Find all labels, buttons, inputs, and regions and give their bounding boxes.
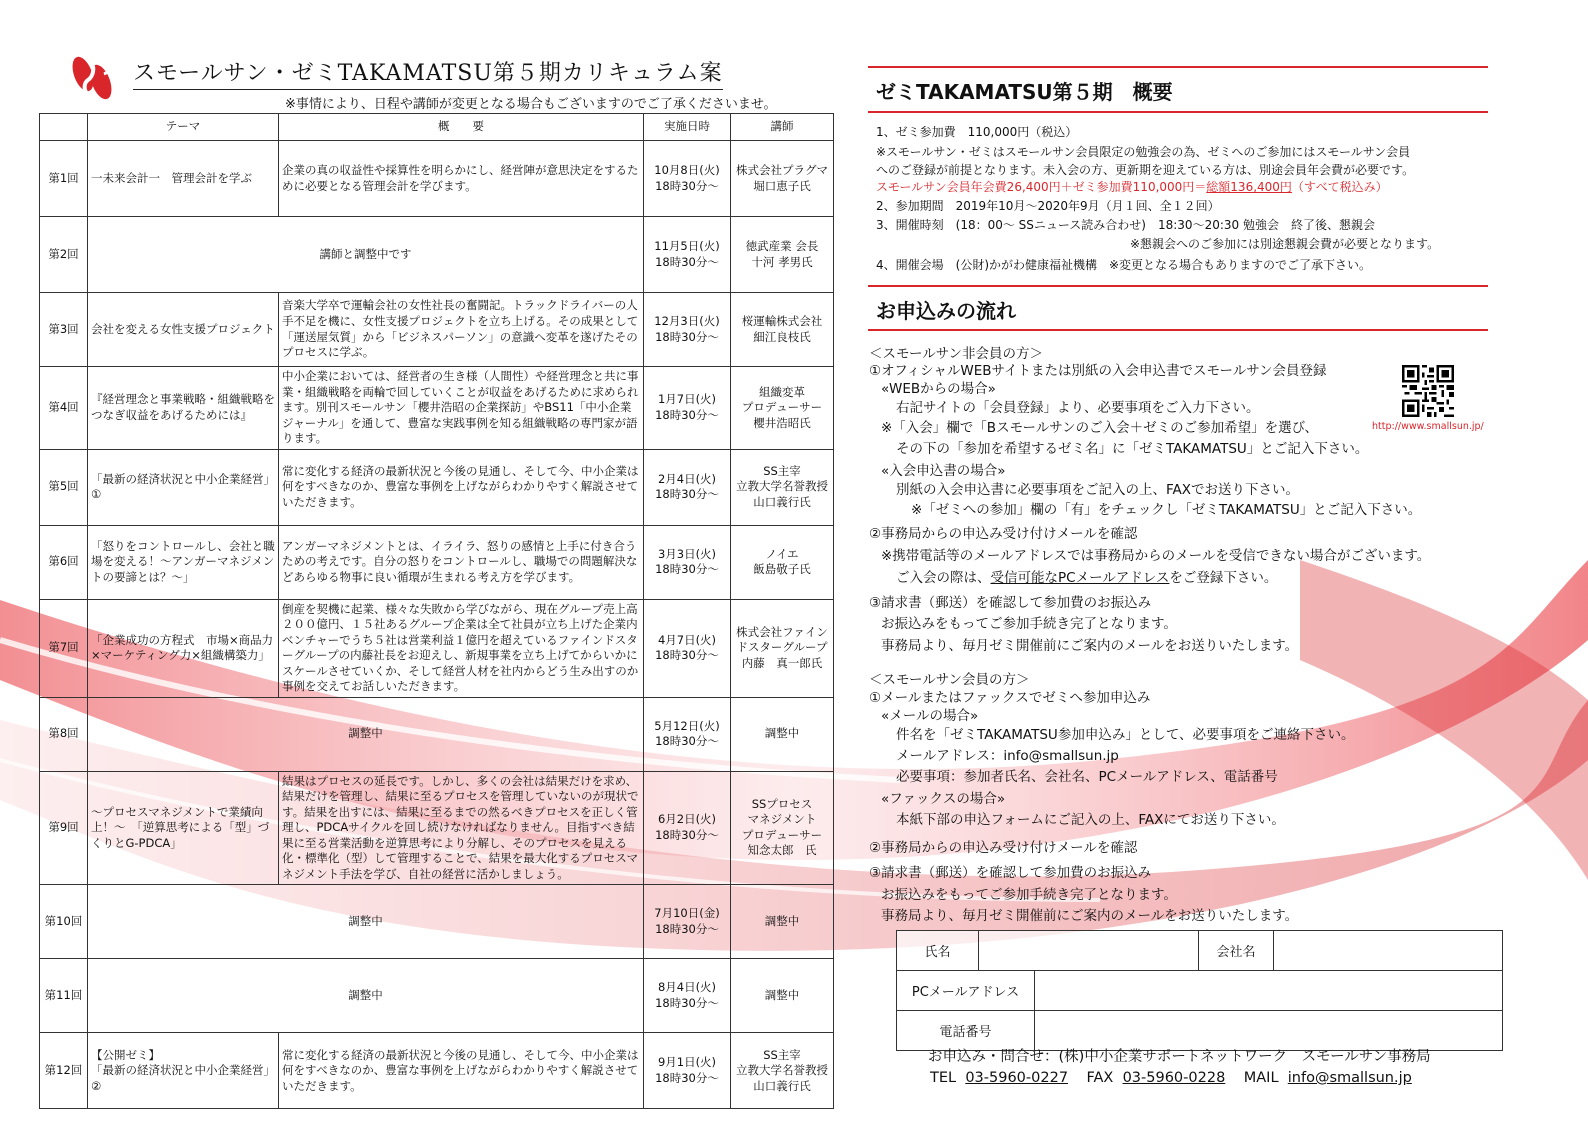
session-lecturer: SS主宰 立教大学名誉教授 山口義行氏 xyxy=(731,449,834,525)
session-status: 調整中 xyxy=(88,697,644,771)
session-date xyxy=(644,367,731,450)
phone-label: 電話番号 xyxy=(897,1011,1035,1051)
session-date-time: 18時30分～ xyxy=(655,648,719,663)
table-row xyxy=(40,959,834,1033)
contact-info xyxy=(928,1047,1431,1089)
session-date xyxy=(644,771,731,885)
mail-address-link[interactable]: info@smallsun.jp xyxy=(1287,1070,1412,1086)
member-fax-label: «ファックスの場合» xyxy=(881,791,1006,807)
session-number: 第2回 xyxy=(40,217,88,293)
overview-heading: ゼミTAKAMATSU第５期 概要 xyxy=(876,80,1173,104)
nonmember-step2-email: ご入会の際は、受信可能なPCメールアドレスをご登録下さい。 xyxy=(896,570,1278,586)
smallsun-url-link[interactable]: http://www.smallsun.jp/ xyxy=(1372,421,1484,432)
smallsun-logo xyxy=(66,50,122,106)
company-field[interactable] xyxy=(1274,931,1503,971)
session-date xyxy=(644,885,731,959)
session-number: 第6回 xyxy=(40,525,88,599)
session-lecturer: 株式会社ファインドスターグループ 内藤 真一郎氏 xyxy=(731,599,834,697)
session-lecturer: ノイエ 飯島敬子氏 xyxy=(731,525,834,599)
session-theme: 【公開ゼミ】 「最新の経済状況と中小企業経営」② xyxy=(88,1033,279,1109)
session-theme: 会社を変える女性支援プロジェクト xyxy=(88,293,279,367)
member-step3: ③請求書（郵送）を確認して参加費のお振込み xyxy=(869,865,1152,881)
session-date-time: 18時30分～ xyxy=(655,407,719,422)
session-summary: 常に変化する経済の最新状況と今後の見通し、そして今、中小企業は何をすべきなのか、豊富な事例を上げながらわかりやすく解説させていただきます。 xyxy=(279,1033,644,1109)
email-label: PCメールアドレス xyxy=(897,971,1035,1011)
table-row xyxy=(40,217,834,293)
session-date-day: 12月3日(火) xyxy=(654,313,720,328)
company-label: 会社名 xyxy=(1199,931,1274,971)
session-date-day: 8月4日(火) xyxy=(657,980,717,995)
nonmember-section-title: ＜スモールサン非会員の方＞ xyxy=(869,346,1044,362)
session-date-time: 18時30分～ xyxy=(655,487,719,502)
table-row xyxy=(40,449,834,525)
session-summary: 音楽大学卒で運輸会社の女性社長の奮闘記。トラックドライバーの人手不足を機に、女性支援プロジェクトを立ち上げる。その成果として「運送屋気質」から「ビジネスパーソン」の意識へ変革を遂げたそのプロセスに学ぶ。 xyxy=(279,293,644,367)
nonmember-web-note2: その下の「参加を希望するゼミ名」に「ゼミTAKAMATSU」とご記入下さい。 xyxy=(896,441,1369,457)
session-summary: 倒産を契機に起業、様々な失敗から学びながら、現在グループ売上高２００億円、１５社あるグループ企業は全て社員が立ち上げた企業内ベンチャーでうち５社は営業利益１億円を超えているファインドスターグループの内藤社長をお迎えし、新規事業を立ち上げてからいかにスケールさせていくか、そして経営人材を社内からどう生み出すのか事例を交えてお話しいただきます。 xyxy=(279,599,644,697)
member-step1: ①メールまたはファックスでゼミへ参加申込み xyxy=(869,690,1151,706)
overview-party-note: ※懇親会へのご参加には別途懇親会費が必要となります。 xyxy=(1130,237,1440,251)
email-field[interactable] xyxy=(1035,971,1503,1011)
overview-total: スモールサン会員年会費26,400円＋ゼミ参加費110,000円＝総額136,400円（すべて税込み） xyxy=(876,180,1388,194)
nonmember-step3-text2: 事務局より、毎月ゼミ開催前にご案内のメールをお送りいたします。 xyxy=(881,638,1299,654)
member-mail-label: «メールの場合» xyxy=(881,708,979,724)
session-summary: 結果はプロセスの延長です。しかし、多くの会社は結果だけを求め、結果だけを管理し、結果に至るプロセスを管理していないのが現状です。結果を出すには、結果に至るまでの然るべきプロセスを正しく管理し、PDCAサイクルを回し続けなければなりません。目指すべき結果に至る営業活動を逆算思考により分解し、そのプロセスを見える化・標準化（型）して管理することで、結果を最大化するプロセスマネジメント手法を学び、自社の経営に活かしましょう。 xyxy=(279,771,644,885)
flow-heading: お申込みの流れ xyxy=(876,299,1016,323)
session-theme: 「企業成功の方程式 市場×商品力×マーケティング力×組織構築力」 xyxy=(88,599,279,697)
session-date-day: 7月10日(金) xyxy=(654,906,720,921)
tel-number[interactable]: 03-5960-0227 xyxy=(965,1070,1069,1086)
session-date-time: 18時30分～ xyxy=(655,995,719,1010)
name-label: 氏名 xyxy=(897,931,979,971)
session-date xyxy=(644,525,731,599)
overview-note-1: ※スモールサン・ゼミはスモールサン会員限定の勉強会の為、ゼミへのご参加にはスモールサン会員 xyxy=(876,145,1411,159)
session-summary: アンガーマネジメントとは、イライラ、怒りの感情と上手に付き合うための考えです。自分の怒りをコントロールし、職場での問題解決などあらゆる物事に良い循環が生まれる考え方を学びます。 xyxy=(279,525,644,599)
session-theme: ～プロセスマネジメントで業績向上！～ 「逆算思考による「型」づくりとG-PDCA」 xyxy=(88,771,279,885)
table-row xyxy=(40,885,834,959)
member-mail-address: メールアドレス：info@smallsun.jp xyxy=(896,748,1119,764)
session-date xyxy=(644,449,731,525)
flow-top-rule xyxy=(868,285,1488,287)
session-date-day: 3月3日(火) xyxy=(657,546,717,561)
overview-note-2: へのご登録が前提となります。未入会の方、更新期を迎えている方は、別途会員年会費が必要です。 xyxy=(876,163,1415,177)
session-date xyxy=(644,1033,731,1109)
session-theme: 「最新の経済状況と中小企業経営」① xyxy=(88,449,279,525)
session-number: 第9回 xyxy=(40,771,88,885)
session-lecturer: 株式会社プラグマ 堀口恵子氏 xyxy=(731,141,834,217)
session-date-time: 18時30分～ xyxy=(655,178,719,193)
session-lecturer: 徳武産業 会長 十河 孝男氏 xyxy=(731,217,834,293)
table-row xyxy=(40,771,834,885)
session-number: 第7回 xyxy=(40,599,88,697)
session-theme: 「怒りをコントロールし、会社と職場を変える！～アンガーマネジメントの要諦とは？～」 xyxy=(88,525,279,599)
application-form xyxy=(896,930,1503,1051)
flow-bottom-rule xyxy=(868,329,1488,331)
session-number: 第10回 xyxy=(40,885,88,959)
session-number: 第11回 xyxy=(40,959,88,1033)
document-title: スモールサン・ゼミTAKAMATSU第５期カリキュラム案 xyxy=(133,56,723,90)
session-summary: 中小企業においては、経営者の生き様（人間性）や経営理念と共に事業・組織戦略を両輪で回していくことが収益をあげるために求められます。別刊スモールサン「櫻井浩昭の企業探訪」やBS11「中小企業ジャーナル」を通して、豊富な実践事例を知る組織戦略の専門家が語ります。 xyxy=(279,367,644,450)
header-summary: 概 要 xyxy=(279,114,644,141)
session-date-day: 11月5日(火) xyxy=(654,238,720,253)
session-date-time: 18時30分～ xyxy=(655,1070,719,1085)
contact-line1: お申込み・問合せ：(株)中小企業サポートネットワーク スモールサン事務局 xyxy=(928,1049,1431,1065)
session-lecturer: SSプロセス マネジメント プロデューサー 知念太郎 氏 xyxy=(731,771,834,885)
nonmember-step3-text1: お振込みをもってご参加手続き完了となります。 xyxy=(881,616,1177,632)
nonmember-step3: ③請求書（郵送）を確認して参加費のお振込み xyxy=(869,595,1152,611)
nonmember-form-label: «入会申込書の場合» xyxy=(881,463,1006,479)
session-date-time: 18時30分～ xyxy=(655,734,719,749)
session-lecturer: 桜運輸株式会社 細江良枝氏 xyxy=(731,293,834,367)
session-number: 第4回 xyxy=(40,367,88,450)
session-number: 第5回 xyxy=(40,449,88,525)
member-fax-text: 本紙下部の申込フォームにご記入の上、FAXにてお送り下さい。 xyxy=(896,812,1285,828)
nonmember-step1: ①オフィシャルWEBサイトまたは別紙の入会申込書でスモールサン会員登録 xyxy=(869,363,1327,379)
session-date xyxy=(644,697,731,771)
session-status: 調整中 xyxy=(88,959,644,1033)
nonmember-web-label: «WEBからの場合» xyxy=(881,381,996,397)
nonmember-step2-note: ※携帯電話等のメールアドレスでは事務局からのメールを受信できない場合がございます。 xyxy=(881,548,1431,564)
session-lecturer: SS主宰 立教大学名誉教授 山口義行氏 xyxy=(731,1033,834,1109)
session-date-time: 18時30分～ xyxy=(655,254,719,269)
member-step2: ②事務局からの申込み受け付けメールを確認 xyxy=(869,840,1138,856)
session-lecturer: 調整中 xyxy=(731,959,834,1033)
header-date: 実施日時 xyxy=(644,114,731,141)
schedule-change-notice: ※事情により、日程や講師が変更となる場合もございますのでご了承くださいませ。 xyxy=(285,97,777,112)
session-date-day: 5月12日(火) xyxy=(654,718,720,733)
session-date xyxy=(644,293,731,367)
session-date-day: 1月7日(火) xyxy=(657,392,717,407)
session-number: 第3回 xyxy=(40,293,88,367)
session-theme: 『経営理念と事業戦略・組織戦略をつなぎ収益をあげるためには』 xyxy=(88,367,279,450)
phone-field[interactable] xyxy=(1035,1011,1503,1051)
header-no xyxy=(40,114,88,141)
session-date-time: 18時30分～ xyxy=(655,827,719,842)
member-step3-text2: 事務局より、毎月ゼミ開催前にご案内のメールをお送りいたします。 xyxy=(881,908,1299,924)
session-date-time: 18時30分～ xyxy=(655,329,719,344)
member-mail-text: 件名を「ゼミTAKAMATSU参加申込み」として、必要事項をご連絡下さい。 xyxy=(896,727,1355,743)
total-amount: 総額136,400円 xyxy=(1206,180,1292,194)
session-lecturer: 調整中 xyxy=(731,885,834,959)
nonmember-web-text: 右記サイトの「会員登録」より、必要事項をご入力下さい。 xyxy=(896,400,1260,416)
nonmember-form-note: ※「ゼミへの参加」欄の「有」をチェックし「ゼミTAKAMATSU」とご記入下さい。 xyxy=(911,502,1422,518)
session-lecturer: 組織変革 プロデューサー 櫻井浩昭氏 xyxy=(731,367,834,450)
overview-venue: 4、開催会場 (公財)かがわ健康福祉機構 ※変更となる場合もありますのでご了承下さい。 xyxy=(876,258,1372,272)
session-lecturer: 調整中 xyxy=(731,697,834,771)
session-number: 第8回 xyxy=(40,697,88,771)
curriculum-table xyxy=(39,113,834,1109)
session-summary: 常に変化する経済の最新状況と今後の見通し、そして今、中小企業は何をすべきなのか、豊富な事例を上げながらわかりやすく解説させていただきます。 xyxy=(279,449,644,525)
session-status: 講師と調整中です xyxy=(88,217,644,293)
session-theme: 一未来会計一 管理会計を学ぶ xyxy=(88,141,279,217)
table-row xyxy=(40,599,834,697)
fax-number: 03-5960-0228 xyxy=(1122,1070,1226,1086)
session-summary: 企業の真の収益性や採算性を明らかにし、経営陣が意思決定をするために必要となる管理会計を学びます。 xyxy=(279,141,644,217)
session-status: 調整中 xyxy=(88,885,644,959)
nonmember-web-note1: ※「入会」欄で「Bスモールサンのご入会＋ゼミのご参加希望」を選び、 xyxy=(881,420,1319,436)
overview-period: 2、参加期間 2019年10月～2020年9月（月１回、全１２回） xyxy=(876,199,1220,213)
session-date-time: 18時30分～ xyxy=(655,562,719,577)
session-date xyxy=(644,141,731,217)
session-date-day: 10月8日(火) xyxy=(654,162,720,177)
member-section-title: ＜スモールサン会員の方＞ xyxy=(869,672,1030,688)
overview-fee: 1、ゼミ参加費 110,000円（税込） xyxy=(876,125,1078,139)
contact-line2: TEL 03-5960-0227 FAX 03-5960-0228 MAIL info@smallsun.jp xyxy=(930,1070,1412,1086)
overview-time: 3、開催時刻 (18：00～ SSニュース読み合わせ) 18:30～20:30 勉強会 終了後、懇親会 xyxy=(876,218,1375,232)
member-step3-text1: お振込みをもってご参加手続き完了となります。 xyxy=(881,887,1177,903)
session-date xyxy=(644,217,731,293)
header-theme: テーマ xyxy=(88,114,279,141)
session-date-time: 18時30分～ xyxy=(655,921,719,936)
table-header-row xyxy=(40,114,834,141)
nonmember-form-text: 別紙の入会申込書に必要事項をご記入の上、FAXでお送り下さい。 xyxy=(896,482,1300,498)
session-date xyxy=(644,959,731,1033)
qr-code-icon xyxy=(1402,365,1454,417)
header-lecturer: 講師 xyxy=(731,114,834,141)
nonmember-step2: ②事務局からの申込み受け付けメールを確認 xyxy=(869,526,1138,542)
table-row xyxy=(40,697,834,771)
table-row xyxy=(40,1033,834,1109)
session-date-day: 4月7日(火) xyxy=(657,632,717,647)
session-number: 第1回 xyxy=(40,141,88,217)
table-row xyxy=(40,525,834,599)
table-row xyxy=(40,367,834,450)
member-mail-required: 必要事項：参加者氏名、会社名、PCメールアドレス、電話番号 xyxy=(896,769,1278,785)
session-date-day: 2月4日(火) xyxy=(657,471,717,486)
name-field[interactable] xyxy=(979,931,1199,971)
session-date-day: 6月2日(火) xyxy=(657,812,717,827)
overview-top-rule xyxy=(868,66,1488,68)
table-row xyxy=(40,293,834,367)
session-number: 第12回 xyxy=(40,1033,88,1109)
session-date xyxy=(644,599,731,697)
table-row xyxy=(40,141,834,217)
overview-bottom-rule xyxy=(868,111,1488,113)
session-date-day: 9月1日(火) xyxy=(657,1055,717,1070)
